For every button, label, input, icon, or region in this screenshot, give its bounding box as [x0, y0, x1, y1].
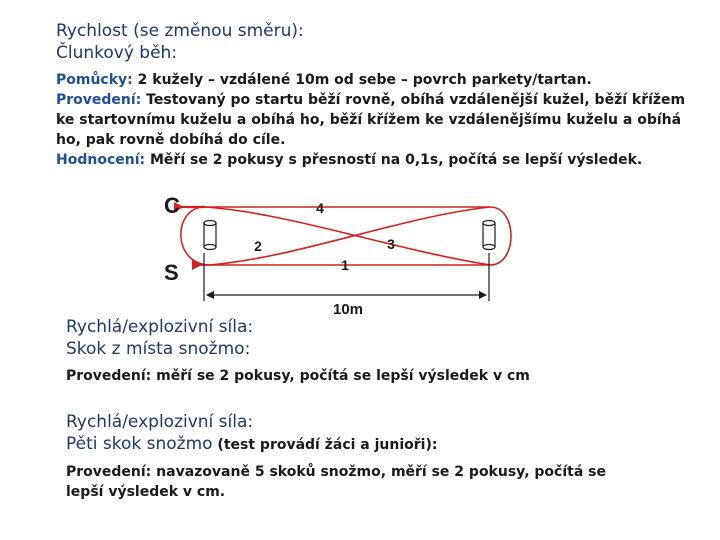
- section2-heading-colon: :: [244, 339, 251, 359]
- distance-label: 10m: [332, 301, 364, 318]
- procedure-text: Testovaný po startu běží rovně, obíhá vzdálenější kužel, běží křížem ke startovnímu kuželu a obíhá ho, běží křížem ke vzdálenějšímu kuželu a obíhá ho, pak rovně dobíhá do cíle.: [56, 92, 686, 148]
- segment-number-1: 1: [341, 257, 349, 273]
- section1-heading-line2: Člunkový běh:: [56, 43, 178, 63]
- shuttle-run-diagram: [160, 183, 540, 318]
- section3-heading-line1: Rychlá/explozivní síla:: [66, 412, 254, 432]
- section1-heading-line1: Rychlost (se změnou směru):: [56, 21, 304, 41]
- section1-procedure: [56, 90, 686, 150]
- section2-heading-line2: [66, 338, 626, 360]
- segment-number-4: 4: [316, 200, 324, 216]
- far-cone: [483, 221, 495, 250]
- segment-number-2: 2: [254, 238, 262, 254]
- section-standing-jump: [66, 316, 626, 386]
- section2-procedure: Provedení: měří se 2 pokusy, počítá se lepší výsledek v cm: [66, 368, 530, 384]
- segment-number-3: 3: [387, 236, 395, 252]
- section-five-jumps: [66, 411, 646, 502]
- section2-heading-line1: Rychlá/explozivní síla:: [66, 317, 254, 337]
- section-shuttle-run: [56, 20, 686, 170]
- section3-heading-paren: (test provádí žáci a junioři):: [212, 437, 438, 453]
- section1-equipment: [56, 70, 686, 90]
- evaluation-text: Měří se 2 pokusy s přesností na 0,1s, počítá se lepší výsledek.: [145, 152, 643, 168]
- evaluation-label: Hodnocení:: [56, 152, 146, 168]
- near-cone: [204, 221, 216, 250]
- procedure-label: Provedení:: [56, 92, 142, 108]
- equipment-text: 2 kužely – vzdálené 10m od sebe – povrch parkety/tartan.: [132, 72, 592, 88]
- finish-label: C: [164, 192, 180, 218]
- section1-evaluation: [56, 150, 686, 170]
- start-label: S: [164, 259, 179, 285]
- section2-heading-main: Skok z místa snožmo: [66, 339, 245, 359]
- equipment-label: Pomůcky:: [56, 72, 133, 88]
- section3-heading-line2: [66, 433, 646, 456]
- section3-procedure: Provedení: navazovaně 5 skoků snožmo, měří se 2 pokusy, počítá se lepší výsledek v cm.: [66, 464, 606, 500]
- section3-heading-main: Pěti skok snožmo: [66, 434, 213, 454]
